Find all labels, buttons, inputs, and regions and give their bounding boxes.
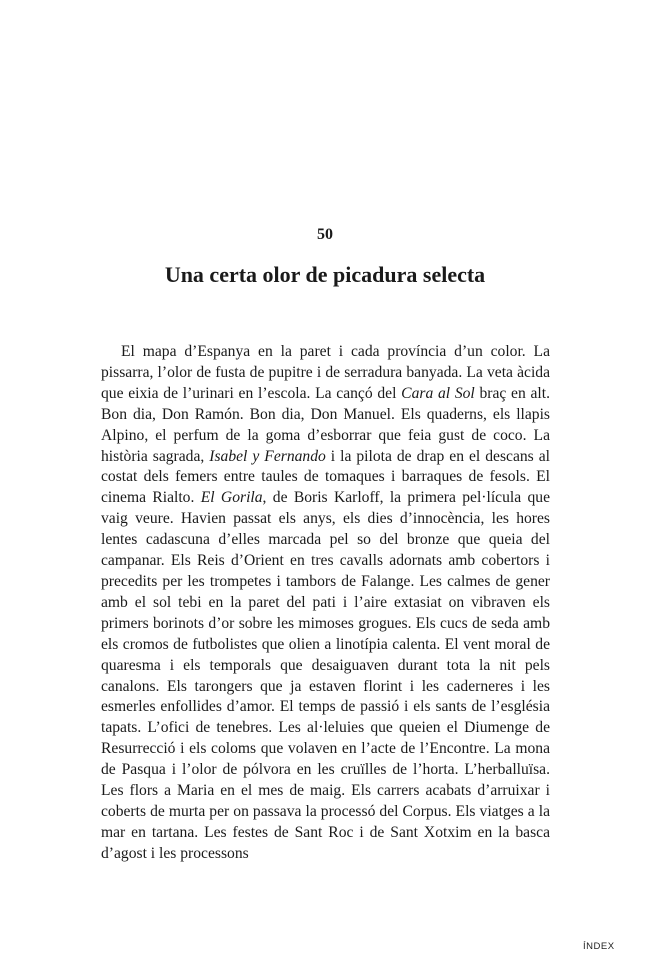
chapter-number: 50 (317, 226, 333, 243)
body-text-segment: braç en alt. Bon dia, Don Ramón. Bon dia, Don Manuel. Els quaderns, els llapis Alpino, el perfum de la goma d’esborrar que feia gust de coco. La història sagrada, (101, 384, 550, 465)
book-title-italic: Isabel y Fernando (209, 447, 326, 465)
chapter-body-paragraph (101, 342, 550, 865)
body-text-segment: El mapa d’Espanya en la paret i cada província d’un color. La pissarra, l’olor de fusta de pupitre i de serradura banyada. La veta àcida que eixia de l’urinari en l’escola. La cançó del (101, 343, 550, 402)
song-title-italic: Cara al Sol (401, 384, 475, 402)
body-text-segment: i la pilota de drap en el descans al costat dels femers entre taules de tomaques i barraques de fesols. El cinema Rialto. (101, 447, 550, 507)
index-link[interactable]: ÍNDEX (583, 941, 615, 952)
body-text-segment: , de Boris Karloff, la primera pel·lícula que vaig veure. Havien passat els anys, els dies d’innocència, les hores lentes cadascuna d’elles marcada pel so del bronze que queia del campanar. Els Reis d’Orient en tres cavalls adornats amb cobertors i precedits per les trompetes i tambors de Falange. Les calmes de gener amb el sol tebi en la paret del pati i l’aire extasiat on vibraven els primers borinots d’or sobre les mimoses grogues. Els cucs de seda amb els cromos de futbolistes que olien a linotípia calenta. El vent moral de quaresma i els temporals que desaiguaven durant tota la nit pels canalons. Els tarongers que ja estaven florint i les caderneres i les esmerles enfollides d’amor. El temps de passió i els sants de l’església tapats. L’ofici de tenebres. Les al·leluies que queien el Diumenge de Resurrecció i els coloms que volaven en l’acte de l’Encontre. La mona de Pasqua i l’olor de pólvora en les cruïlles de l’horta. L’herballuïsa. Les flors a Maria en el mes de maig. Els carrers acabats d’arruixar i coberts de murta per on passava la processó del Corpus. Els viatges a la mar en tartana. Les festes de Sant Roc i de Sant Xotxim en la basca d’agost i les processons (101, 489, 550, 862)
chapter-title: Una certa olor de picadura selecta (164, 262, 486, 287)
film-title-italic: El Gorila (200, 489, 263, 507)
